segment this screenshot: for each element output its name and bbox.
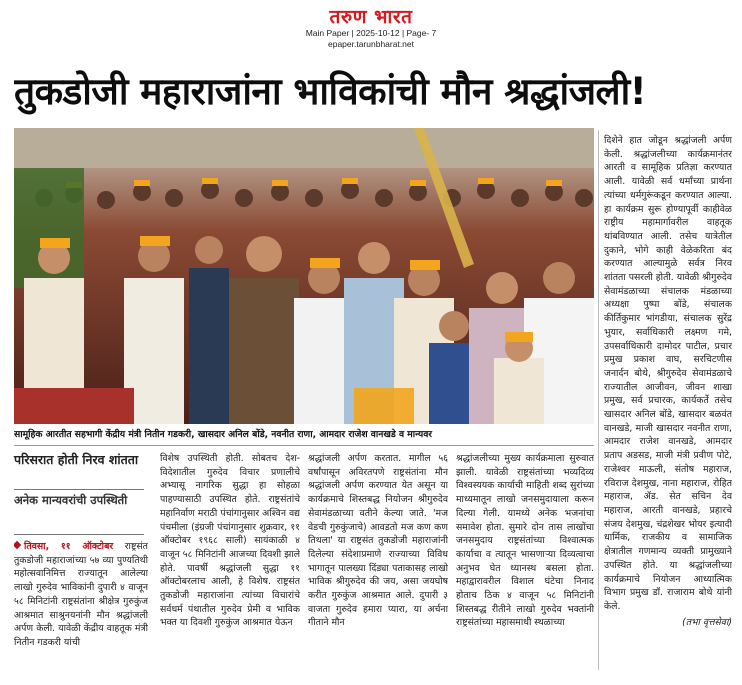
article-column-5 bbox=[604, 134, 732, 674]
column-divider bbox=[598, 130, 599, 670]
epaper-url[interactable]: epaper.tarunbharat.net bbox=[327, 39, 414, 49]
dateline: तिवसा, ११ ऑक्टोबर bbox=[14, 541, 113, 552]
article-text-5: दिशेने हात जोडून श्रद्धांजली अर्पण केली. श्रद्धांजलीच्या कार्यक्रमानंतर आरती व सामूहिक प्रतिज्ञा करण्यात आली. यावेळी सर्व धर्मांच्या प्रार्थना त्यांच्या धर्मगुरूंकडून करण्यात आल्या. हा कार्यक्रम सुरू होण्यापूर्वी काहीवेळ राष्ट्रीय महामार्गावरील वाहतूक थांबविण्यात आली. तसेच यात्रेतील दुकाने, भोगे काही वेळेकरिता बंद करण्यात आल्यामुळे सर्वत्र निरव शांतता पसरली होती. यावेळी श्रीगुरुदेव सेवामंडळाच्या संचालक मंडळाच्या अध्यक्षा पुष्पा बोंडे, संचालक कीर्तिकुमार भांगडीया, संचालक सुरेंद्र भुयार, सर्वाधिकारी लक्ष्मण गमे, उपसर्वाधिकारी दामोदर पाटील, प्रचार प्रमुख प्रकाश वाघ, सरचिटणीस जनार्दन बोथे, श्रीगुरुदेव सेवामंडळाचे राज्यातील आजीवन, जीवन शाखा प्रमुख, सर्व प्रचारक, कार्यकर्ते तसेच खासदार अनिल बोंडे, खासदार बळवंत वानखडे, माजी खासदार नवनीत राणा, आमदार राजेश वानखडे, आमदार प्रताप अडसड, माजी मंत्री प्रवीण पोटे, राजेश्वर माऊली, संतोष महाराज, रविराज देशमुख, नाना महाराज, रोहित महाराज, ॲड. सेत सचिन देव महाराज, आरती वानखडे, प्रहारचे संजय देशमुख, चंद्रशेखर भोयर इत्यादी धार्मिक, राजकीय व सामाजिक क्षेत्रातील गणमान्य व्यक्ती प्रामुख्याने उपस्थित होते. या श्रद्धांजलीच्या कार्यक्रमाचे नियोजन आध्यात्मिक विभाग प्रमुख डॉ. राजाराम बोथे यांनी केले. bbox=[604, 135, 732, 612]
subheading-silence: परिसरात होती निरव शांतता bbox=[14, 452, 139, 467]
article-text-4: श्रद्धांजलीच्या मुख्य कार्यक्रमाला सुरुवात झाली. यावेळी राष्ट्रसंतांच्या भव्यदिव्य विश्वस्ययक कार्याची माहिती शब्द सुरांच्या माध्यमातून लाखो जनसमुदायाला करून दिल्या गेली. यामध्ये अनेक भजनांचा समावेश होता. सुमारे दोन तास लाखोंचा जनसमुदाय राष्ट्रसंतांच्या विश्वात्मक कार्याचा व त्यातून भासणाऱ्या दिव्यत्वाचा अनुभव घेत ध्यानस्थ बसला होता. महाद्वारावरील विशाल घंटेचा निनाद होताच ठिक ४ वाजून ५८ मिनिटांनी शिस्तबद्ध रीतीने लाखो गुरुदेव भक्तांनी राष्ट्रसंतांच्या महासमाधी स्थळाच्या bbox=[456, 453, 594, 629]
sign-off: (तभा वृत्तसेवा) bbox=[682, 616, 732, 628]
caption-divider bbox=[14, 445, 594, 446]
article-text-1: राष्ट्रसंत तुकडोजी महाराजांच्या ५७ व्या पुण्यतिथी महोत्सवानिमित्त राज्यातून आलेल्या लाखो गुरुदेव भाविकांनी दुपारी ४ वाजून ५८ मिनिटांनी राष्ट्रसंतांना श्रीक्षेत्र गुरुकुंज आश्रमात साश्रुनयनांनी मौन श्रद्धांजली अर्पण केली. यावेळी केंद्रीय वाहतूक मंत्री नितीन गडकरी यांची bbox=[14, 541, 148, 648]
article-column-1 bbox=[14, 540, 148, 678]
red-carpet bbox=[14, 388, 134, 424]
article-column-3 bbox=[308, 452, 448, 678]
subheading-divider bbox=[14, 489, 144, 490]
masthead bbox=[0, 6, 742, 50]
edition-meta: Main Paper | 2025-10-12 | Page- 7 bbox=[305, 28, 437, 38]
subheading-dignitaries: अनेक मान्यवरांची उपस्थिती bbox=[14, 493, 128, 507]
crowd-photo-illustration bbox=[14, 128, 594, 424]
article-column-2 bbox=[160, 452, 300, 678]
article-text-2: विशेष उपस्थिती होती. सोबतच देश-विदेशातील गुरुदेव विचार प्रणालीचे अभ्यासू नागरिक सुद्धा हा सोहळा पाहण्यासाठी उपस्थित होते. राष्ट्रसंतांचे महानिर्वाण मराठी पंचांगानुसार अश्विन वद्य पंचमीला (इंग्रजी पंचांगानुसार शुक्रवार, ११ ऑक्टोबर १९६८ साली) सायंकाळी ४ वाजून ५८ मिनिटांनी आजच्या दिवशी झाले होते. पावर्षी श्रद्धांजली सुद्धा ११ ऑक्टोबरलाच आली, हे विशेष. राष्ट्रसंत तुकडोजी महाराजांना त्यांच्या विचारांचे सर्वधर्म पंथातील गुरुदेव प्रेमी व भाविक भक्त या दिवशी गुरुकुंज आश्रमात येऊन bbox=[160, 453, 300, 629]
article-photo bbox=[14, 128, 594, 424]
article-headline: तुकडोजी महाराजांना भाविकांची मौन श्रद्धांजली! bbox=[14, 70, 647, 113]
canopy bbox=[14, 128, 594, 168]
dateline-bullet-icon bbox=[14, 541, 21, 549]
article-text-3: श्रद्धांजली अर्पण करतात. मागील ५६ वर्षांपासून अविरतपणे राष्ट्रसंतांना मौन श्रद्धांजली अर्पण करण्यात येत असून या कार्यक्रमाचे शिस्तबद्ध नियोजन श्रीगुरुदेव सेवामंडळाच्या वतीने केल्या जाते. 'मज वेडची गुरुकुंजाचे) आवडतो मज कण कण तिथला' या राष्ट्रसंत तुकडोजी महाराजांनी दिलेल्या संदेशाप्रमाणे राज्याच्या विविध भागातून पालख्या दिंड्या पताकासह लाखो भाविक श्रीगुरुदेव की जय, असा जयघोष करीत गुरुकुंज आश्रमात आले. दुपारी ३ वाजता गुरुदेव हमारा प्यारा, या अर्चना गीताने मौन bbox=[308, 453, 448, 629]
photo-caption: सामूहिक आरतीत सहभागी केंद्रीय मंत्री नितीन गडकरी, खासदार अनिल बोंडे, नवनीत राणा, आमदार राजेश वानखडे व मान्यवर bbox=[14, 429, 433, 440]
newspaper-logo: तरुण भारत bbox=[329, 6, 413, 28]
subheading-divider-2 bbox=[14, 534, 144, 535]
article-column-4 bbox=[456, 452, 594, 678]
